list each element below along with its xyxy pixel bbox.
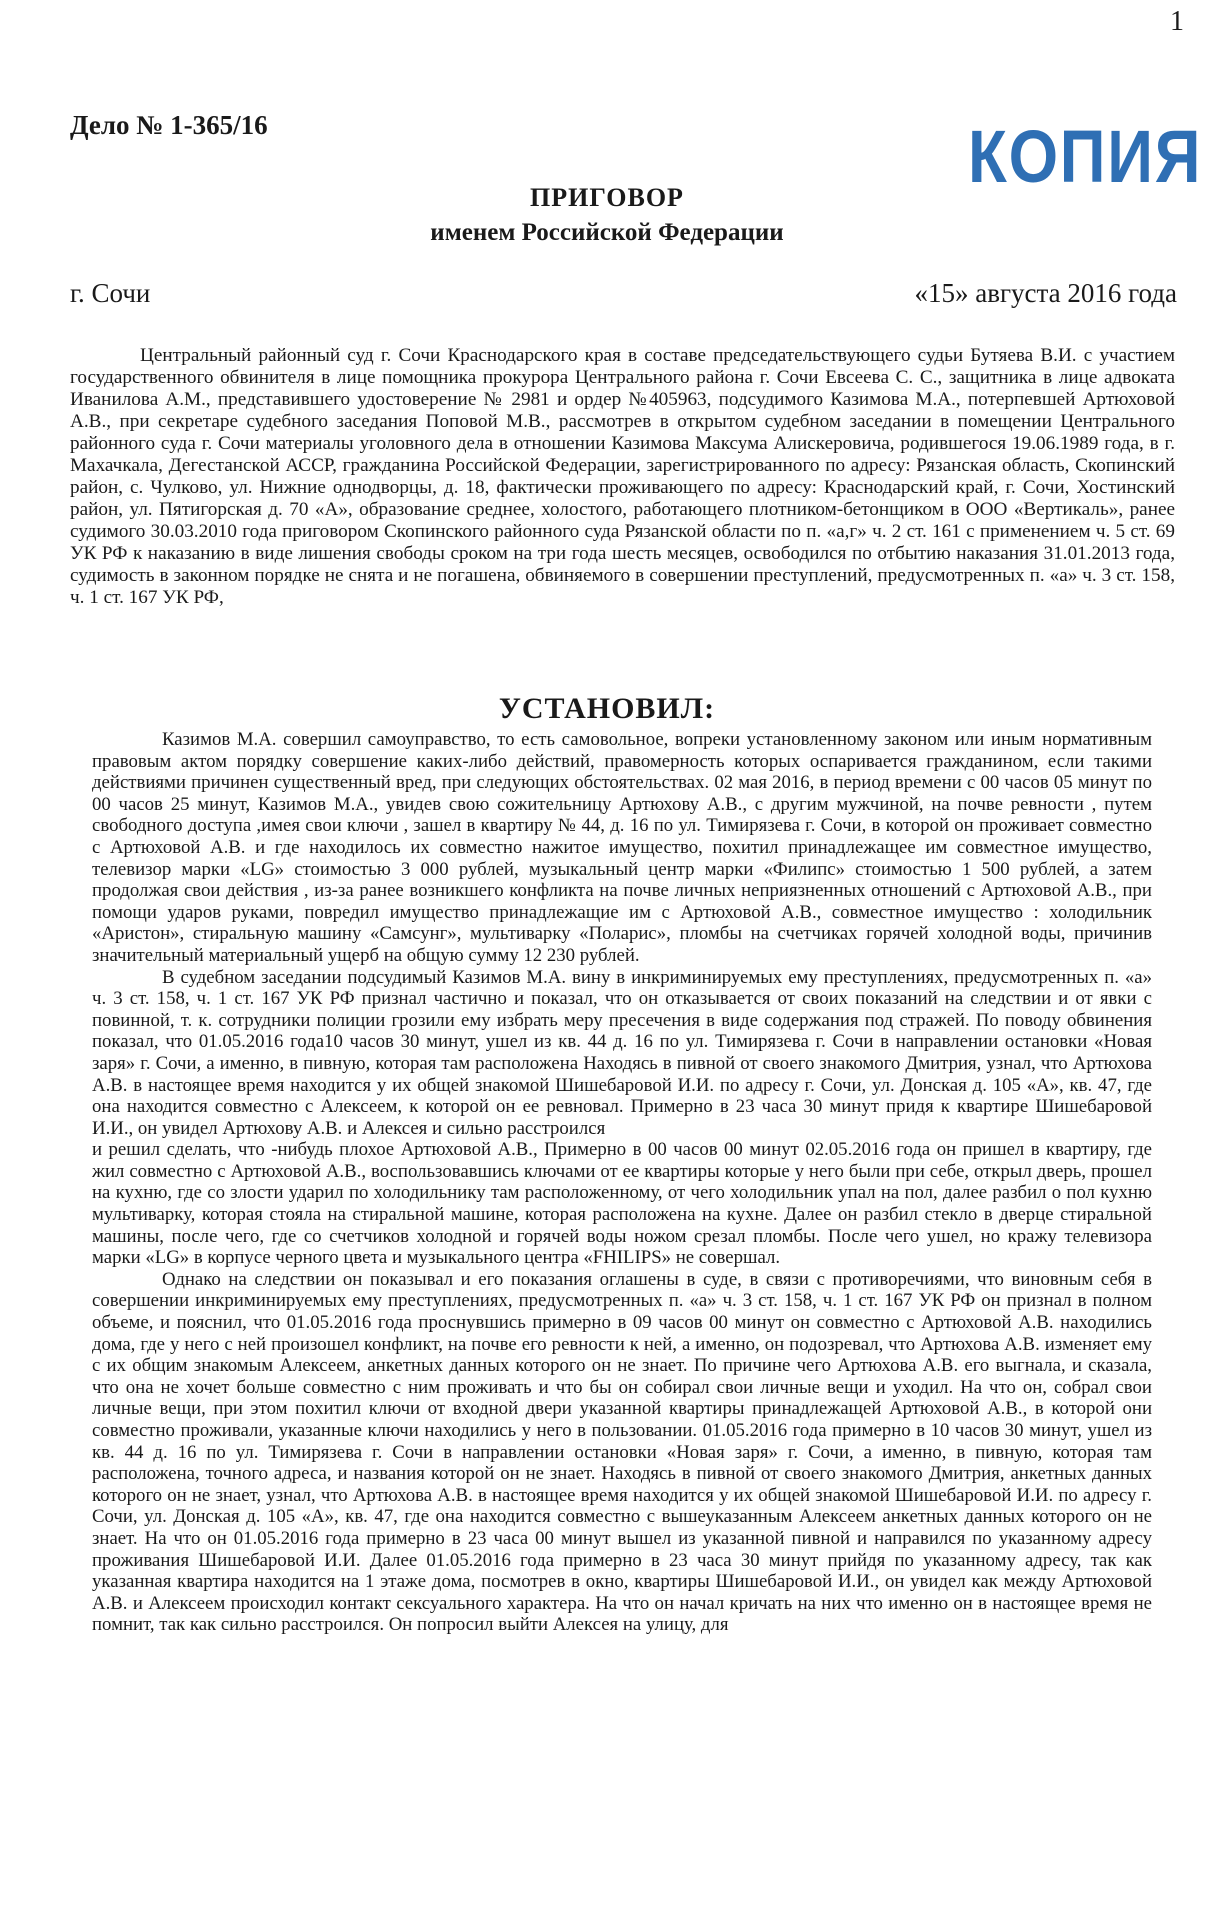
case-number: Дело № 1-365/16 [70,110,268,140]
copy-stamp: КОПИЯ [968,115,1203,198]
paragraph-3: и решил сделать, что -нибудь плохое Артюховой А.В., Примерно в 00 часов 00 минут 02.05.2016 года он пришел в квартиру, где жил совместно с Артюховой А.В., воспользовавшись ключами от ее квартиры которые у него были при себе, открыл дверь, прошел на кухню, где со злости ударил по холодильнику там расположенному, от чего холодильник упал на пол, далее разбил о пол кухню мультиварку, которая стояла на стиральной машине, которая расположена на кухне. Далее он разбил стекло в дверце стиральной машины, после чего, где со счетчиков холодной и горячей воды ножом срезал пломбы. После чего ушел, но кражу телевизора марки «LG» в корпусе черного цвета и музыкального центра «FHILIPS» не совершал. [92,1139,1152,1269]
paragraph-4: Однако на следствии он показывал и его показания оглашены в суде, в связи с противоречиями, что виновным себя в совершении инкриминируемых ему преступлениях, предусмотренных п. «а» ч. 3 ст. 158, ч. 1 ст. 167 УК РФ он признал в полном объеме, и пояснил, что 01.05.2016 года проснувшись примерно в 09 часов 00 минут он совместно с Артюховой А.В. находились дома, где у него с ней произошел конфликт, на почве его ревности к ней, а именно, он подозревал, что Артюхова А.В. изменяет ему с их общим знакомым Алексеем, анкетных данных которого он не знает. По причине чего Артюхова А.В. его выгнала, и сказала, что она не хочет больше совместно с ним проживать и что бы он собирал свои личные вещи и уходил. На что он, собрал свои личные вещи, при этом похитил ключи от входной двери указанной квартиры принадлежащей Артюховой А.В., в которой они совместно проживали, указанные ключи находились у него в пользовании. 01.05.2016 года примерно в 10 часов 30 минут, ушел из кв. 44 д. 16 по ул. Тимирязева г. Сочи в направлении остановки «Новая заря» г. Сочи, а именно, в пивную, которая там расположена, точного адреса, и названия которой он не знает. Находясь в пивной от своего знакомого Дмитрия, анкетных данных которого он не знает, узнал, что Артюхова А.В. в настоящее время находится у их общей знакомой Шишебаровой И.И. по адресу г. Сочи, ул. Донская д. 105 «А», кв. 47, где она находится совместно с вышеуказанным Алексеем анкетных данных которого он не знает. На что он 01.05.2016 года примерно в 23 часа 00 минут вышел из указанной пивной и направился по указанному адресу проживания Шишебаровой И.И. Далее 01.05.2016 года примерно в 23 часа 30 минут прийдя по указанному адресу, так как указанная квартира находится на 1 этаже дома, посмотрев в окно, квартиры Шишебаровой И.И., он увидел как между Артюховой А.В. и Алексеем происходил контакт сексуального характера. На что он начал кричать на них что именно он в настоящее время не помнит, так как сильно расстроился. Он попросил выйти Алексея на улицу, для [92,1268,1152,1636]
city: г. Сочи [70,278,151,308]
document-title: ПРИГОВОР [530,183,684,212]
intro-paragraph: Центральный районный суд г. Сочи Краснодарского края в составе председательствующего судьи Бутяева В.И. с участием государственного обвинителя в лице помощника прокурора Центрального района г. Сочи Евсеева С. С., защитника в лице адвоката Иванилова А.М., представившего удостоверение № 2981 и ордер №405963, подсудимого Казимова М.А., потерпевшей Артюховой А.В., при секретаре судебного заседания Поповой М.В., рассмотрев в открытом судебном заседании в помещении Центрального районного суда г. Сочи материалы уголовного дела в отношении Казимова Максума Алискеровича, родившегося 19.06.1989 года, в г. Махачкала, Дегестанской АССР, гражданина Российской Федерации, зарегистрированного по адресу: Рязанская область, Скопинский район, с. Чулково, ул. Нижние однодворцы, д. 18, фактически проживающего по адресу: Краснодарский край, г. Сочи, Хостинский район, ул. Пятигорская д. 70 «А», образование среднее, холостого, работающего плотником-бетонщиком в ООО «Вертикаль», ранее судимого 30.03.2010 года приговором Скопинского районного суда Рязанской области по п. «а,г» ч. 2 ст. 161 с применением ч. 5 ст. 69 УК РФ к наказанию в виде лишения свободы сроком на три года шесть месяцев, освободился по отбытию наказания 31.01.2013 года, судимость в законном порядке не снята и не погашена, обвиняемого в совершении преступлений, предусмотренных п. «а» ч. 3 ст. 158, ч. 1 ст. 167 УК РФ, [70,345,1175,608]
paragraph-2: В судебном заседании подсудимый Казимов М.А. вину в инкриминируемых ему преступлениях, предусмотренных п. «а» ч. 3 ст. 158, ч. 1 ст. 167 УК РФ признал частично и показал, что он отказывается от своих показаний на следствии и от явки с повинной, т. к. сотрудники полиции грозили ему избрать меру пресечения в виде содержания под стражей. По поводу обвинения показал, что 01.05.2016 года10 часов 30 минут, ушел из кв. 44 д. 16 по ул. Тимирязева г. Сочи в направлении остановки «Новая заря» г. Сочи, а именно, в пивную, которая там расположена Находясь в пивной от своего знакомого Дмитрия, узнал, что Артюхова А.В. в настоящее время находится у их общей знакомой Шишебаровой И.И. по адресу г. Сочи, ул. Донская д. 105 «А», кв. 47, где она находится совместно с Алексеем, к которой он ее ревновал. Примерно в 23 часа 30 минут придя к квартире Шишебаровой И.И., он увидел Артюхову А.В. и Алексея и сильно расстроился [92,966,1152,1139]
paragraph-1: Казимов М.А. совершил самоуправство, то есть самовольное, вопреки установленному законом или иным нормативным правовым актом порядку совершение каких-либо действий, правомерность которых оспаривается гражданином, если такими действиями причинен существенный вред, при следующих обстоятельствах. 02 мая 2016, в период времени с 00 часов 05 минут по 00 часов 25 минут, Казимов М.А., увидев свою сожительницу Артюхову А.В., с другим мужчиной, на почве ревности , путем свободного доступа ,имея свои ключи , зашел в квартиру № 44, д. 16 по ул. Тимирязева г. Сочи, в которой он проживает совместно с Артюховой А.В. и где находилось их совместно нажитое имущество, похитил принадлежащее им совместное имущество, телевизор марки «LG» стоимостью 3 000 рублей, музыкальный центр марки «Филипс» стоимостью 1 500 рублей, а затем продолжая свои действия , из-за ранее возникшего конфликта на почве личных неприязненных отношений с Артюховой А.В., при помощи ударов руками, повредил имущество принадлежащие им с Артюховой А.В., совместное имущество : холодильник «Аристон», стиральную машину «Самсунг», мультиварку «Поларис», пломбы на счетчиках горячей холодной воды, причинив значительный материальный ущерб на общую сумму 12 230 рублей. [92,729,1152,966]
page-number: 1 [1170,6,1184,37]
body-text [92,729,1152,1636]
section-heading: УСТАНОВИЛ: [498,692,716,725]
document-subtitle: именем Российской Федерации [430,219,784,246]
document-date: «15» августа 2016 года [914,278,1177,308]
